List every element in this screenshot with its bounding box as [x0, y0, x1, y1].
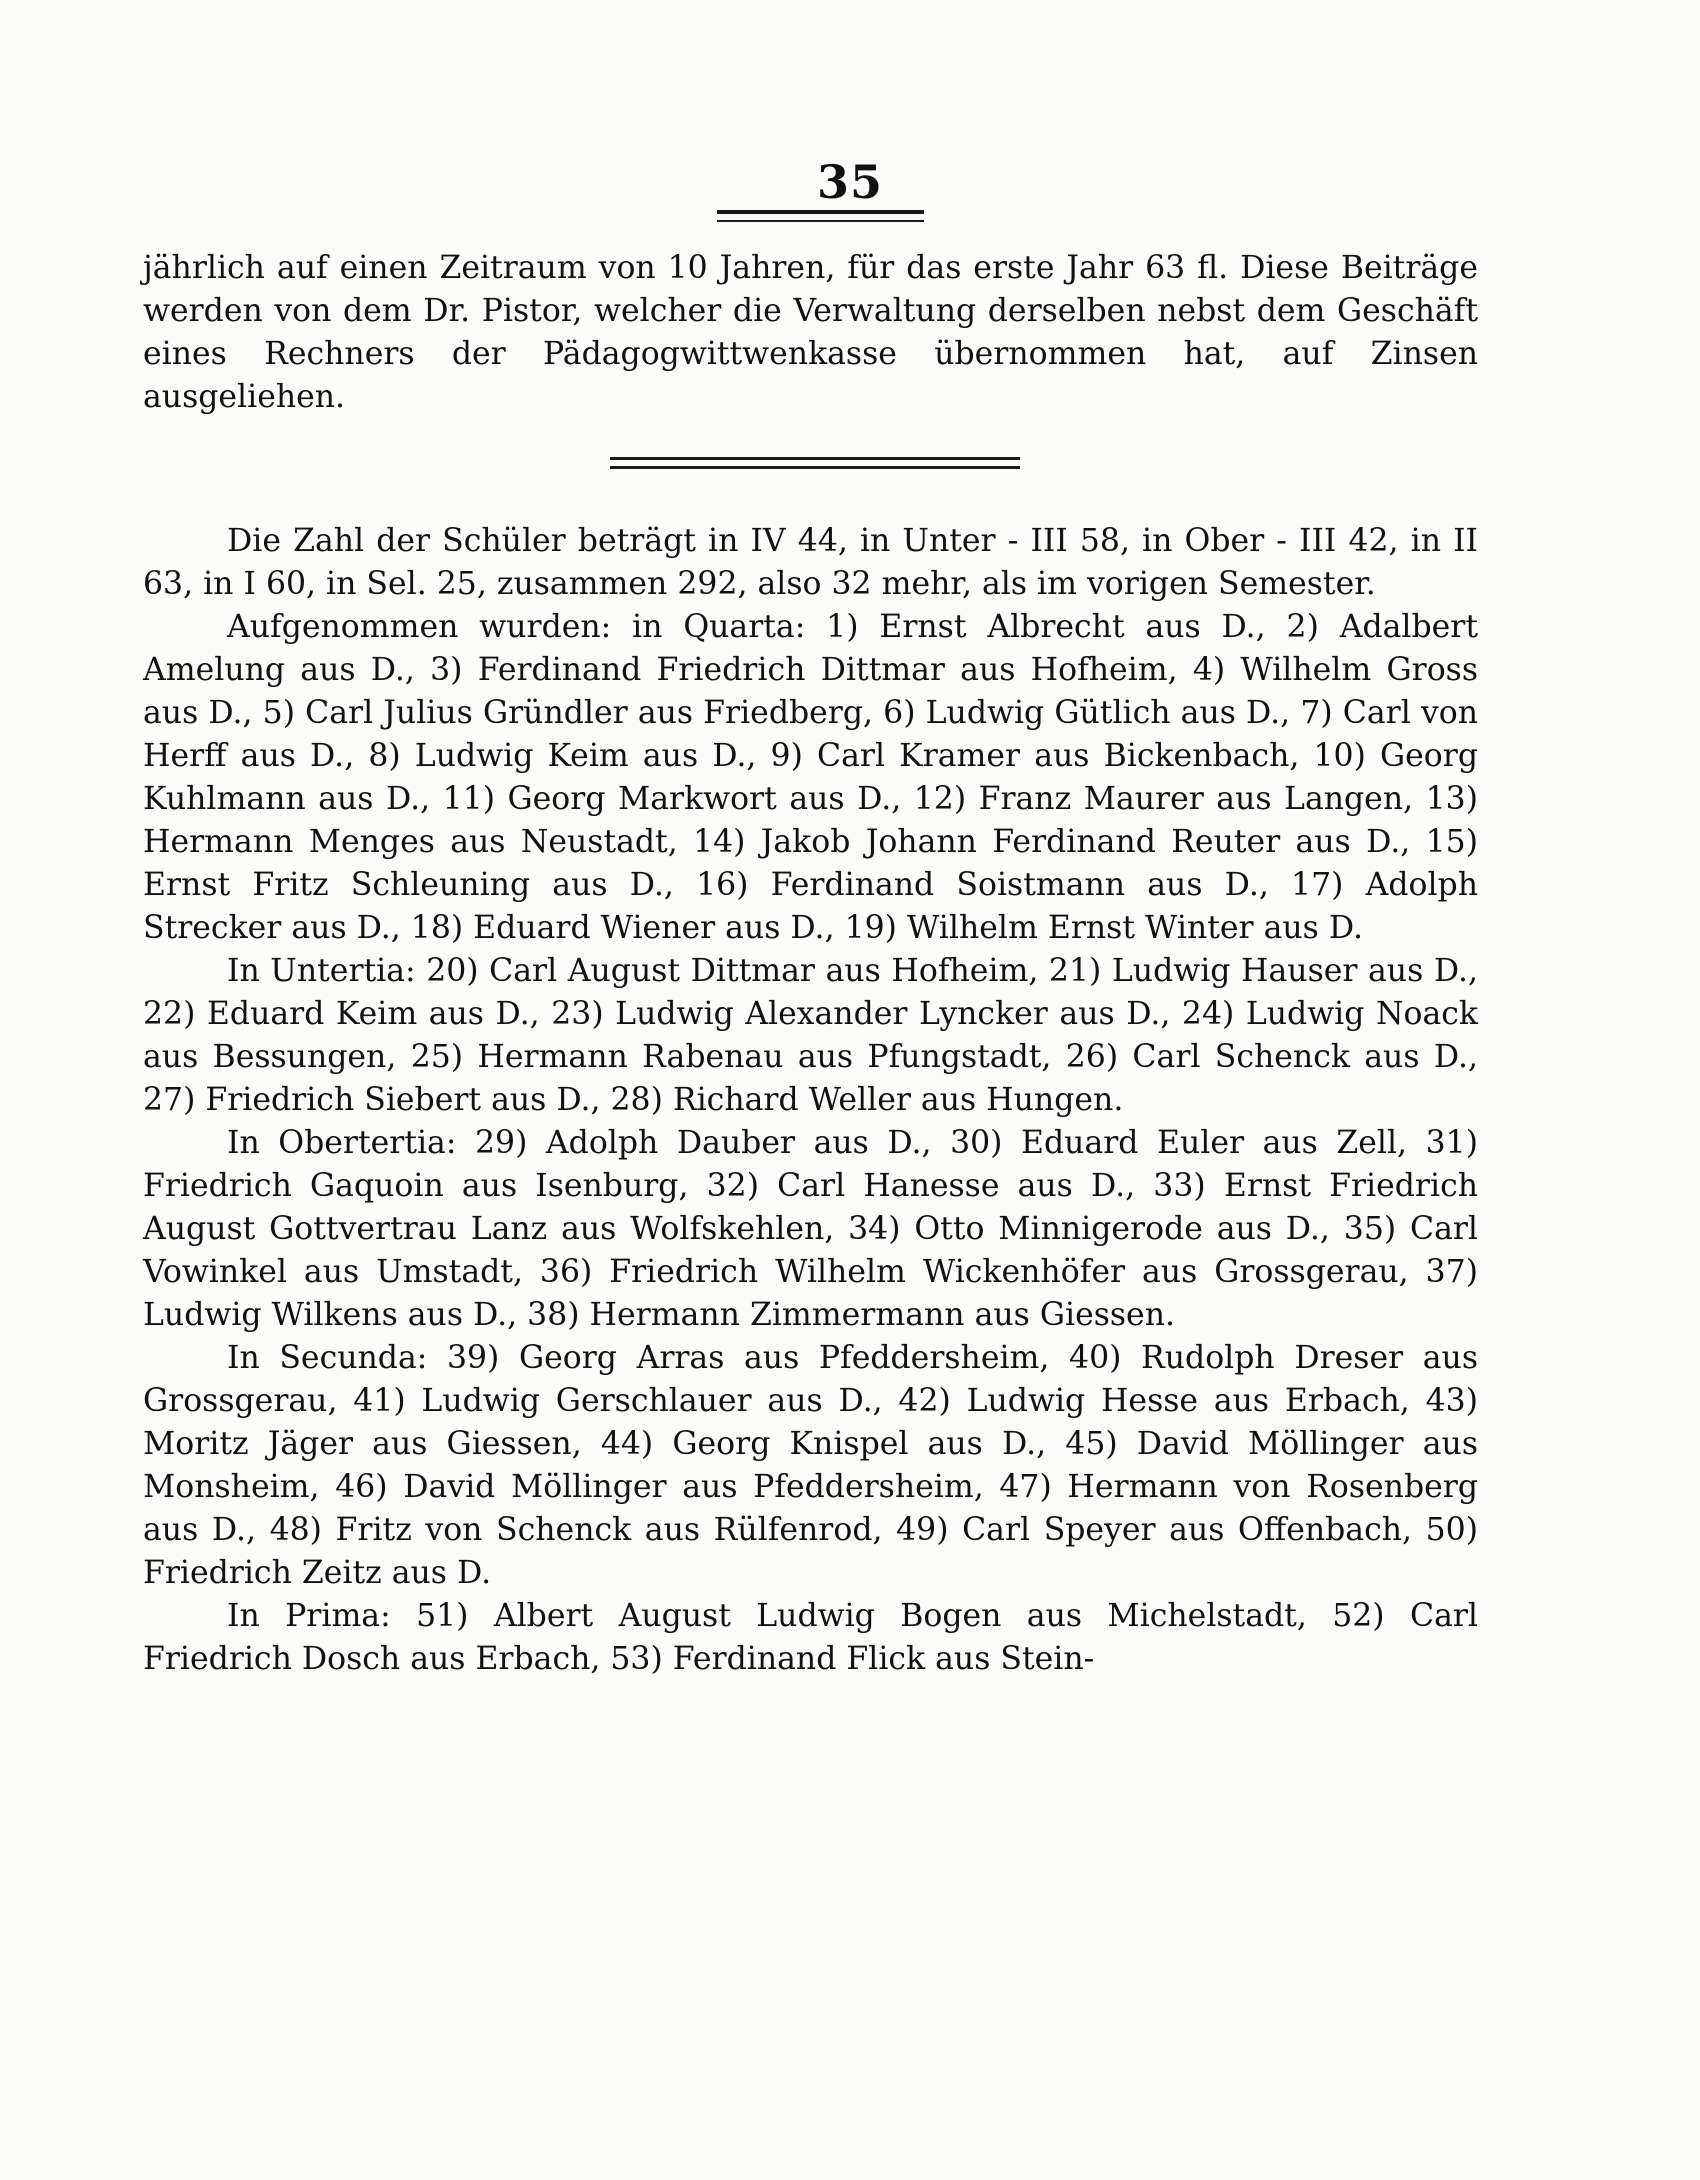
section-divider-rule: [610, 457, 1020, 469]
paragraph-untertertia: In Untertia: 20) Carl August Dittmar aus Hofheim, 21) Ludwig Hauser aus D., 22) Eduard Keim aus D., 23) Ludwig Alexander Lyncker aus D., 24) Ludwig Noack aus Bessungen, 25) Hermann Rabenau aus Pfungstadt, 26) Carl Schenck aus D., 27) Friedrich Siebert aus D., 28) Richard Weller aus Hungen.: [143, 953, 1478, 1118]
paragraph-secunda: In Secunda: 39) Georg Arras aus Pfeddersheim, 40) Rudolph Dreser aus Grossgerau, 41) Ludwig Gerschlauer aus D., 42) Ludwig Hesse aus Erbach, 43) Moritz Jäger aus Giessen, 44) Georg Knispel aus D., 45) David Möllinger aus Monsheim, 46) David Möllinger aus Pfeddersheim, 47) Hermann von Rosenberg aus D., 48) Fritz von Schenck aus Rülfenrod, 49) Carl Speyer aus Offenbach, 50) Friedrich Zeitz aus D.: [143, 1340, 1478, 1591]
top-paragraph-block: [143, 247, 1478, 419]
page-number: 35: [816, 155, 883, 209]
header-rule: [717, 210, 924, 222]
paragraph-prima: In Prima: 51) Albert August Ludwig Bogen aus Michelstadt, 52) Carl Friedrich Dosch aus Erbach, 53) Ferdinand Flick aus Stein-: [143, 1598, 1478, 1677]
student-report-block: [143, 520, 1478, 1681]
paragraph-student-count: Die Zahl der Schüler beträgt in IV 44, in Unter - III 58, in Ober - III 42, in II 63, in I 60, in Sel. 25, zusammen 292, also 32 mehr, als im vorigen Semester.: [143, 523, 1478, 602]
top-paragraph: jährlich auf einen Zeitraum von 10 Jahren, für das erste Jahr 63 fl. Diese Beiträge werden von dem Dr. Pistor, welcher die Verwaltung derselben nebst dem Geschäft eines Rechners der Pädagogwittwenkasse übernommen hat, auf Zinsen ausgeliehen.: [143, 250, 1478, 415]
paragraph-quarta: Aufgenommen wurden: in Quarta: 1) Ernst Albrecht aus D., 2) Adalbert Amelung aus D., 3) Ferdinand Friedrich Dittmar aus Hofheim, 4) Wilhelm Gross aus D., 5) Carl Julius Gründler aus Friedberg, 6) Ludwig Gütlich aus D., 7) Carl von Herff aus D., 8) Ludwig Keim aus D., 9) Carl Kramer aus Bickenbach, 10) Georg Kuhlmann aus D., 11) Georg Markwort aus D., 12) Franz Maurer aus Langen, 13) Hermann Menges aus Neustadt, 14) Jakob Johann Ferdinand Reuter aus D., 15) Ernst Fritz Schleuning aus D., 16) Ferdinand Soistmann aus D., 17) Adolph Strecker aus D., 18) Eduard Wiener aus D., 19) Wilhelm Ernst Winter aus D.: [143, 609, 1478, 946]
paragraph-obertertia: In Obertertia: 29) Adolph Dauber aus D., 30) Eduard Euler aus Zell, 31) Friedrich Gaquoin aus Isenburg, 32) Carl Hanesse aus D., 33) Ernst Friedrich August Gottvertrau Lanz aus Wolfskehlen, 34) Otto Minnigerode aus D., 35) Carl Vowinkel aus Umstadt, 36) Friedrich Wilhelm Wickenhöfer aus Grossgerau, 37) Ludwig Wilkens aus D., 38) Hermann Zimmermann aus Giessen.: [143, 1125, 1478, 1333]
